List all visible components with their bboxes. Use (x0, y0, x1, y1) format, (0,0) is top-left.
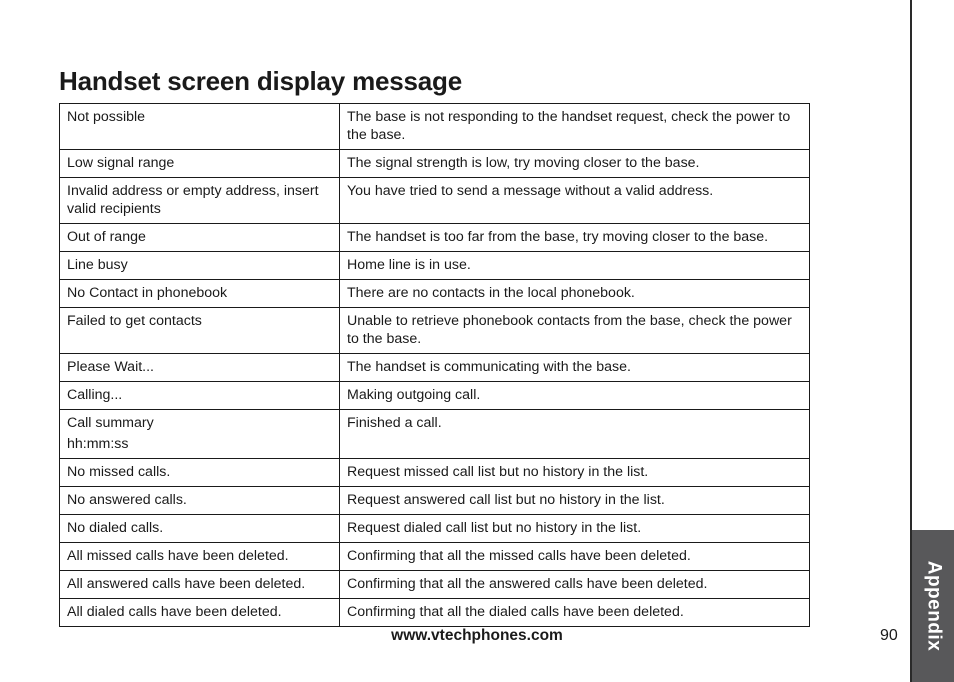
meaning-cell (340, 104, 810, 150)
message-text: All missed calls have been deleted. (67, 548, 289, 564)
display-message-table (59, 103, 810, 627)
message-cell (60, 224, 340, 252)
table-row (60, 252, 810, 280)
message-text: No dialed calls. (67, 520, 164, 536)
appendix-tab (912, 530, 954, 682)
meaning-text: Request missed call list but no history in the list. (347, 464, 649, 480)
table-row (60, 104, 810, 150)
meaning-cell (340, 354, 810, 382)
table-row (60, 354, 810, 382)
table-row (60, 599, 810, 627)
message-text: Not possible (67, 109, 146, 125)
meaning-text: There are no contacts in the local phonebook. (347, 285, 635, 301)
meaning-text: The base is not responding to the handset request, check the power to the base. (347, 109, 791, 143)
meaning-cell (340, 599, 810, 627)
meaning-text: The handset is too far from the base, try moving closer to the base. (347, 229, 769, 245)
message-text: All dialed calls have been deleted. (67, 604, 282, 620)
meaning-cell (340, 487, 810, 515)
message-text-line2: hh:mm:ss (67, 436, 129, 452)
meaning-cell (340, 150, 810, 178)
meaning-text: Home line is in use. (347, 257, 471, 273)
message-text: Calling... (67, 387, 123, 403)
page-title: Handset screen display message (59, 66, 462, 96)
meaning-text: Unable to retrieve phonebook contacts from the base, check the power to the base. (347, 313, 792, 347)
meaning-text: Request answered call list but no history in the list. (347, 492, 665, 508)
table-row (60, 308, 810, 354)
meaning-cell (340, 459, 810, 487)
table-row (60, 178, 810, 224)
message-cell (60, 252, 340, 280)
meaning-text: You have tried to send a message without a valid address. (347, 183, 714, 199)
message-text: No missed calls. (67, 464, 171, 480)
message-cell (60, 104, 340, 150)
message-cell (60, 150, 340, 178)
meaning-text: The handset is communicating with the base. (347, 359, 631, 375)
table-row (60, 150, 810, 178)
message-text: Invalid address or empty address, insert valid recipients (67, 183, 319, 217)
message-cell (60, 354, 340, 382)
table-row (60, 487, 810, 515)
meaning-text: Finished a call. (347, 415, 442, 431)
message-cell (60, 308, 340, 354)
meaning-text: Confirming that all the answered calls have been deleted. (347, 576, 708, 592)
table-row (60, 382, 810, 410)
message-text: Low signal range (67, 155, 175, 171)
appendix-tab-label: Appendix (923, 560, 944, 652)
meaning-text: The signal strength is low, try moving closer to the base. (347, 155, 700, 171)
message-cell (60, 382, 340, 410)
table-row (60, 224, 810, 252)
page-number: 90 (880, 627, 898, 644)
meaning-cell (340, 308, 810, 354)
meaning-cell (340, 410, 810, 459)
meaning-cell (340, 280, 810, 308)
meaning-cell (340, 382, 810, 410)
message-text: Out of range (67, 229, 146, 245)
message-text: Line busy (67, 257, 128, 273)
message-text: No Contact in phonebook (67, 285, 228, 301)
table-row (60, 543, 810, 571)
message-text: No answered calls. (67, 492, 187, 508)
table-row (60, 410, 810, 459)
message-text: Call summary (67, 415, 154, 431)
message-cell (60, 515, 340, 543)
table-row (60, 515, 810, 543)
table-row (60, 459, 810, 487)
meaning-cell (340, 543, 810, 571)
message-cell (60, 543, 340, 571)
footer-url: www.vtechphones.com (391, 627, 563, 644)
message-cell (60, 487, 340, 515)
table-row (60, 571, 810, 599)
message-text: Please Wait... (67, 359, 154, 375)
message-text: All answered calls have been deleted. (67, 576, 306, 592)
meaning-cell (340, 571, 810, 599)
message-cell (60, 459, 340, 487)
message-text: Failed to get contacts (67, 313, 202, 329)
table-row (60, 280, 810, 308)
message-cell (60, 599, 340, 627)
meaning-cell (340, 178, 810, 224)
message-cell (60, 410, 340, 459)
message-cell (60, 280, 340, 308)
meaning-text: Confirming that all the dialed calls have been deleted. (347, 604, 684, 620)
meaning-text: Confirming that all the missed calls have been deleted. (347, 548, 691, 564)
meaning-cell (340, 224, 810, 252)
message-cell (60, 178, 340, 224)
meaning-cell (340, 515, 810, 543)
message-cell (60, 571, 340, 599)
meaning-cell (340, 252, 810, 280)
meaning-text: Request dialed call list but no history in the list. (347, 520, 642, 536)
meaning-text: Making outgoing call. (347, 387, 481, 403)
